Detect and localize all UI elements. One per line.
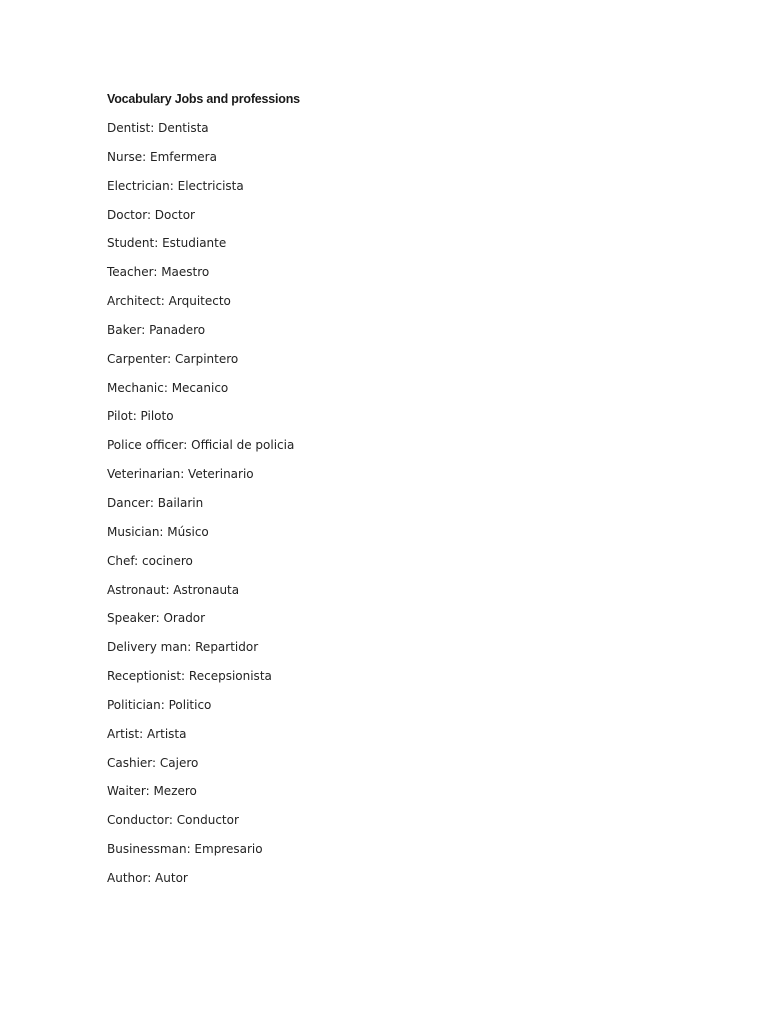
vocabulary-entry: Author: Autor: [107, 870, 188, 885]
vocabulary-entry: Cashier: Cajero: [107, 755, 199, 770]
vocabulary-entry: Nurse: Emfermera: [107, 149, 217, 164]
vocabulary-entry: Conductor: Conductor: [107, 813, 239, 828]
vocabulary-entry: Speaker: Orador: [107, 611, 206, 626]
document-title: Vocabulary Jobs and professions: [107, 92, 300, 106]
vocabulary-entry: Politician: Politico: [107, 697, 212, 712]
vocabulary-entry: Pilot: Piloto: [107, 409, 174, 424]
vocabulary-entry: Chef: cocinero: [107, 553, 193, 568]
vocabulary-entry: Artist: Artista: [107, 726, 187, 741]
vocabulary-entry: Businessman: Empresario: [107, 842, 263, 857]
vocabulary-entry: Dentist: Dentista: [107, 121, 209, 135]
vocabulary-entry: Mechanic: Mecanico: [107, 380, 229, 395]
vocabulary-entry: Musician: Músico: [107, 524, 209, 539]
vocabulary-entry: Doctor: Doctor: [107, 207, 195, 222]
vocabulary-entry: Dancer: Bailarin: [107, 495, 204, 510]
vocabulary-entry: Teacher: Maestro: [107, 265, 210, 280]
vocabulary-entry: Student: Estudiante: [107, 236, 227, 251]
vocabulary-entry: Architect: Arquitecto: [107, 294, 231, 309]
vocabulary-entry: Receptionist: Recepsionista: [107, 669, 272, 684]
vocabulary-entry: Baker: Panadero: [107, 322, 206, 337]
vocabulary-entry: Police officer: Official de policia: [107, 438, 295, 453]
vocabulary-entry: Electrician: Electricista: [107, 178, 244, 193]
vocabulary-entry: Astronaut: Astronauta: [107, 582, 240, 597]
vocabulary-entry: Veterinarian: Veterinario: [107, 467, 254, 482]
vocabulary-entry: Waiter: Mezero: [107, 784, 197, 799]
vocabulary-entry: Carpenter: Carpintero: [107, 351, 239, 366]
vocabulary-list: [107, 120, 294, 899]
vocabulary-entry: Delivery man: Repartidor: [107, 640, 259, 655]
